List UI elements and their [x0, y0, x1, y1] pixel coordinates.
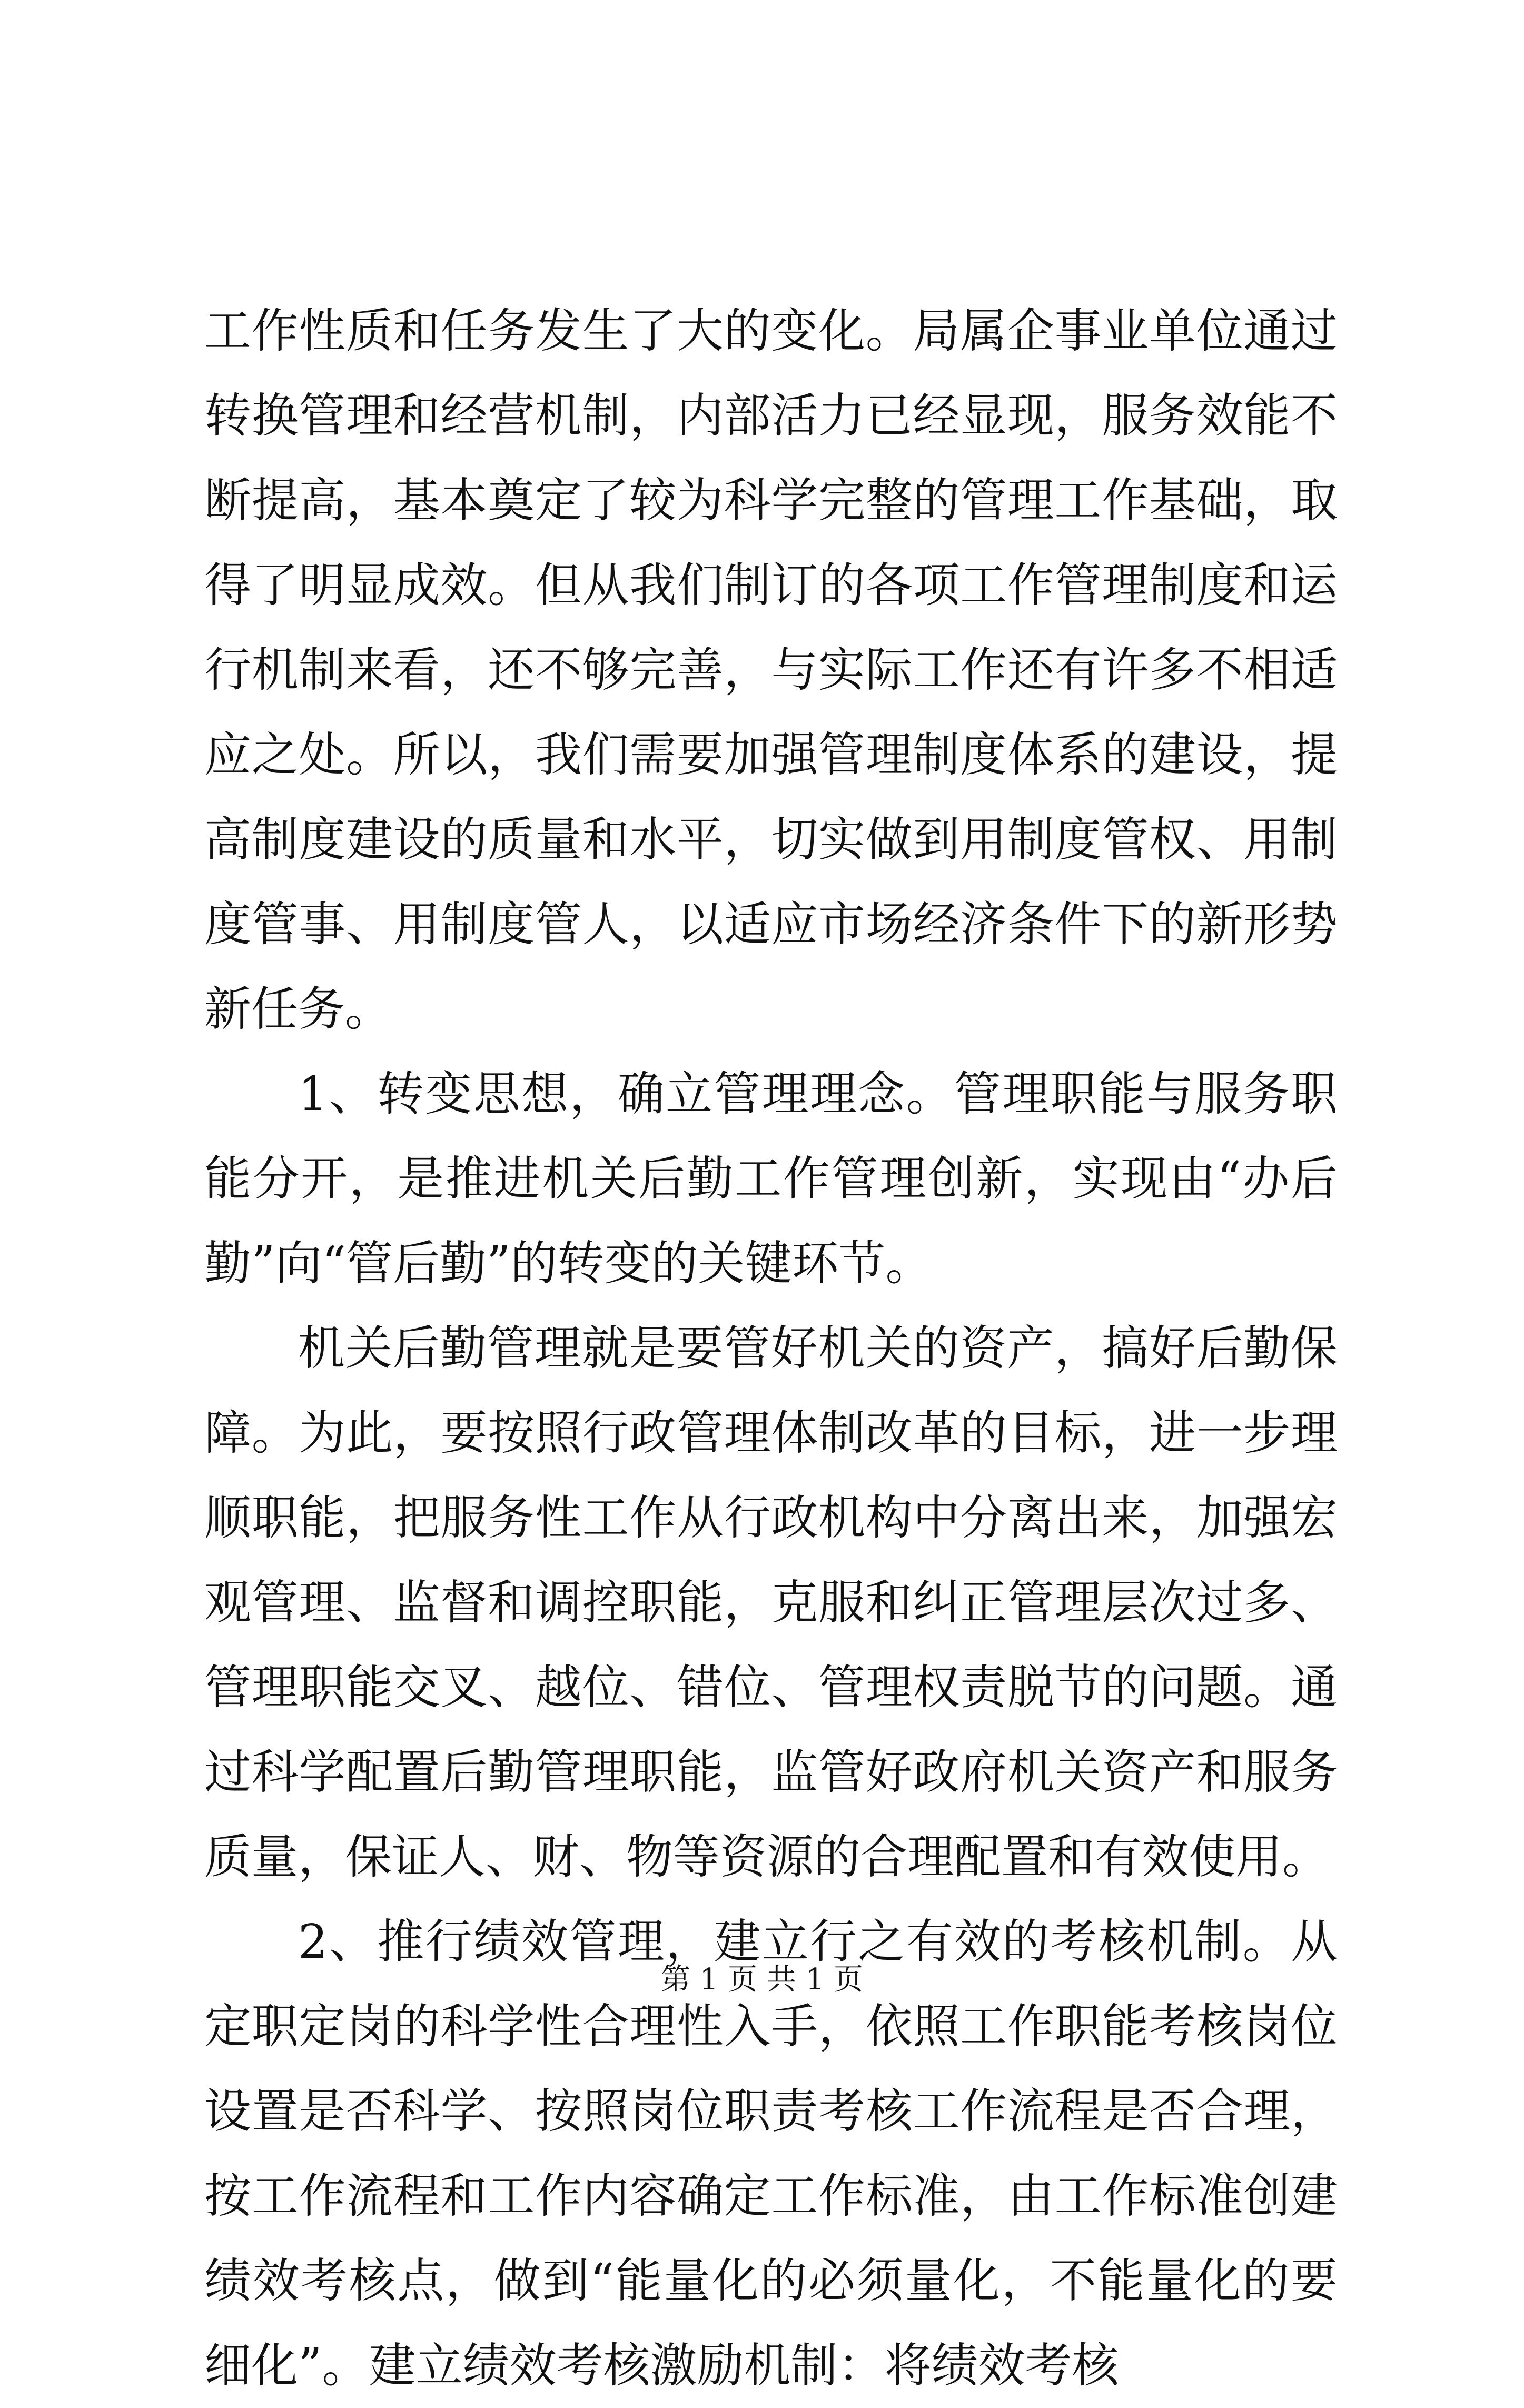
document-body — [204, 289, 1338, 2408]
page-footer: 第 1 页 共 1 页 — [660, 1963, 864, 1997]
paragraph-continuation: 工作性质和任务发生了大的变化。局属企事业单位通过转换管理和经营机制，内部活力已经显现，服务效能不断提高，基本奠定了较为科学完整的管理工作基础，取得了明显成效。但从我们制订的各项工作管理制度和运行机制来看，还不够完善，与实际工作还有许多不相适应之处。所以，我们需要加强管理制度体系的建设，提高制度建设的质量和水平，切实做到用制度管权、用制度管事、用制度管人，以适应市场经济条件下的新形势新任务。 — [204, 303, 1338, 1036]
paragraph-item-1: 1、转变思想，确立管理理念。管理职能与服务职能分开，是推进机关后勤工作管理创新，实现由“办后勤”向“管后勤”的转变的关键环节。 — [204, 1066, 1338, 1291]
paragraph-item-2: 2、推行绩效管理，建立行之有效的考核机制。从定职定岗的科学性合理性入手，依照工作职能考核岗位设置是否科学、按照岗位职责考核工作流程是否合理，按工作流程和工作内容确定工作标准，由工作标准创建绩效考核点，做到“能量化的必须量化，不能量化的要细化”。建立绩效考核激励机制：将绩效考核 — [204, 1914, 1338, 2393]
paragraph-logistics: 机关后勤管理就是要管好机关的资产，搞好后勤保障。为此，要按照行政管理体制改革的目标，进一步理顺职能，把服务性工作从行政机构中分离出来，加强宏观管理、监督和调控职能，克服和纠正管理层次过多、管理职能交叉、越位、错位、管理权责脱节的问题。通过科学配置后勤管理职能，监管好政府机关资产和服务质量，保证人、财、物等资源的合理配置和有效使用。 — [204, 1321, 1338, 1884]
